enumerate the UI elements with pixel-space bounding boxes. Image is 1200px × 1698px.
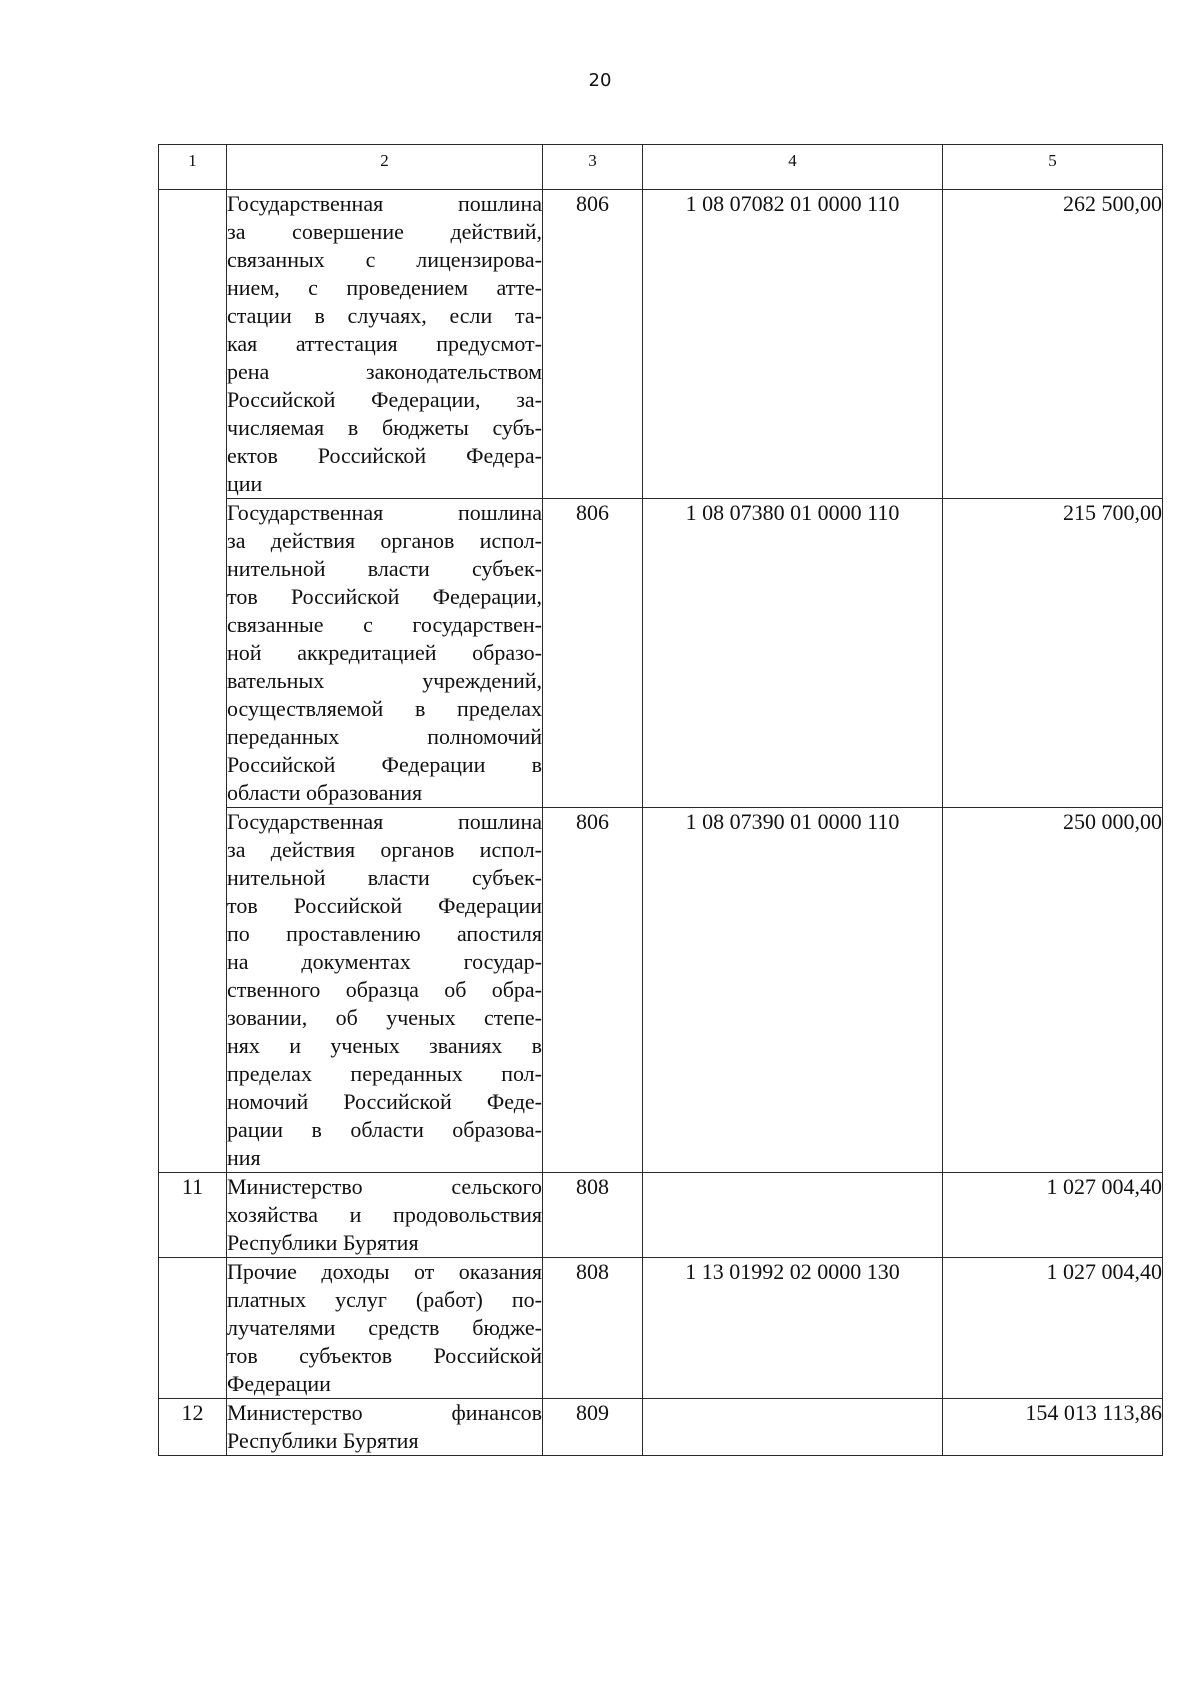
revenue-name-line: рации в области образова- <box>227 1117 542 1142</box>
revenue-name-line: тов Российской Федерации, <box>227 584 542 609</box>
revenue-name-line: вательных учреждений, <box>227 668 542 693</box>
table-row <box>159 1399 1163 1456</box>
revenue-name-line: ния <box>227 1145 261 1170</box>
revenue-name-line: Федерации <box>227 1371 331 1396</box>
revenue-name-line: числяемая в бюджеты субъ- <box>227 415 542 440</box>
amount: 1 027 004,40 <box>943 1258 1163 1399</box>
amount: 154 013 113,86 <box>943 1399 1163 1456</box>
row-number: 12 <box>159 1399 227 1456</box>
amount: 262 500,00 <box>943 190 1163 499</box>
row-number <box>159 190 227 1173</box>
revenue-name-line: платных услуг (работ) по- <box>227 1287 542 1312</box>
admin-code: 808 <box>543 1173 643 1258</box>
revenue-name-line: тов Российской Федерации <box>227 893 542 918</box>
revenue-name-line: нительной власти субъек- <box>227 556 542 581</box>
revenue-name-line: по проставлению апостиля <box>227 921 542 946</box>
table-row <box>159 1173 1163 1258</box>
revenue-name-line: нием, с проведением атте- <box>227 275 542 300</box>
revenue-name-line: тов субъектов Российской <box>227 1343 542 1368</box>
revenue-name-line: нях и ученых званиях в <box>227 1033 542 1058</box>
revenue-name-line: ной аккредитацией образо- <box>227 640 542 665</box>
row-number: 11 <box>159 1173 227 1258</box>
table-body <box>159 145 1163 1456</box>
admin-code: 806 <box>543 808 643 1173</box>
admin-code: 809 <box>543 1399 643 1456</box>
revenue-name-line: за действия органов испол- <box>227 837 542 862</box>
revenue-name-line: осуществляемой в пределах <box>227 696 542 721</box>
table-row <box>159 190 1163 499</box>
revenue-name-line: пределах переданных пол- <box>227 1061 542 1086</box>
revenue-name-line: Прочие доходы от оказания <box>227 1259 542 1284</box>
revenue-name-line: области образования <box>227 780 423 805</box>
header-col-1: 1 <box>159 145 227 190</box>
revenue-table <box>158 144 1163 1456</box>
revenue-name-line: номочий Российской Феде- <box>227 1089 542 1114</box>
revenue-name-line: лучателями средств бюдже- <box>227 1315 542 1340</box>
page-number: 20 <box>588 70 612 91</box>
revenue-name-line: хозяйства и продовольствия <box>227 1202 542 1227</box>
revenue-name-line: Российской Федерации в <box>227 752 542 777</box>
amount: 1 027 004,40 <box>943 1173 1163 1258</box>
revenue-name-line: нительной власти субъек- <box>227 865 542 890</box>
budget-classification-code: 1 08 07390 01 0000 110 <box>643 808 943 1173</box>
budget-classification-code <box>643 1399 943 1456</box>
revenue-name-line: Республики Бурятия <box>227 1230 419 1255</box>
row-number <box>159 1258 227 1399</box>
revenue-name-line: рена законодательством <box>227 359 542 384</box>
revenue-name-line: связанные с государствен- <box>227 612 542 637</box>
admin-code: 808 <box>543 1258 643 1399</box>
table-row <box>159 1258 1163 1399</box>
revenue-name-line: зовании, об ученых степе- <box>227 1005 542 1030</box>
revenue-name-line: Государственная пошлина <box>227 809 542 834</box>
revenue-name-line: связанных с лицензирова- <box>227 247 542 272</box>
amount: 250 000,00 <box>943 808 1163 1173</box>
revenue-name-line: Государственная пошлина <box>227 500 542 525</box>
revenue-name-line: ции <box>227 471 263 496</box>
admin-code: 806 <box>543 190 643 499</box>
revenue-name <box>227 1173 543 1258</box>
header-col-3: 3 <box>543 145 643 190</box>
revenue-name-line: Министерство сельского <box>227 1174 542 1199</box>
amount: 215 700,00 <box>943 499 1163 808</box>
header-col-4: 4 <box>643 145 943 190</box>
revenue-name <box>227 1258 543 1399</box>
revenue-name <box>227 808 543 1173</box>
revenue-name-line: Государственная пошлина <box>227 191 542 216</box>
revenue-name <box>227 190 543 499</box>
table-row <box>159 499 1163 808</box>
revenue-name-line: переданных полномочий <box>227 724 542 749</box>
budget-classification-code <box>643 1173 943 1258</box>
revenue-name-line: на документах государ- <box>227 949 542 974</box>
revenue-name-line: за совершение действий, <box>227 219 542 244</box>
revenue-name <box>227 499 543 808</box>
header-row <box>159 145 1163 190</box>
budget-classification-code: 1 08 07380 01 0000 110 <box>643 499 943 808</box>
table-row <box>159 808 1163 1173</box>
revenue-name-line: за действия органов испол- <box>227 528 542 553</box>
revenue-name-line: ектов Российской Федера- <box>227 443 542 468</box>
revenue-name-line: Российской Федерации, за- <box>227 387 542 412</box>
revenue-name <box>227 1399 543 1456</box>
revenue-name-line: ственного образца об обра- <box>227 977 542 1002</box>
revenue-name-line: кая аттестация предусмот- <box>227 331 542 356</box>
admin-code: 806 <box>543 499 643 808</box>
header-col-2: 2 <box>227 145 543 190</box>
budget-classification-code: 1 08 07082 01 0000 110 <box>643 190 943 499</box>
budget-classification-code: 1 13 01992 02 0000 130 <box>643 1258 943 1399</box>
revenue-name-line: стации в случаях, если та- <box>227 303 542 328</box>
header-col-5: 5 <box>943 145 1163 190</box>
revenue-name-line: Республики Бурятия <box>227 1428 419 1453</box>
revenue-name-line: Министерство финансов <box>227 1400 542 1425</box>
